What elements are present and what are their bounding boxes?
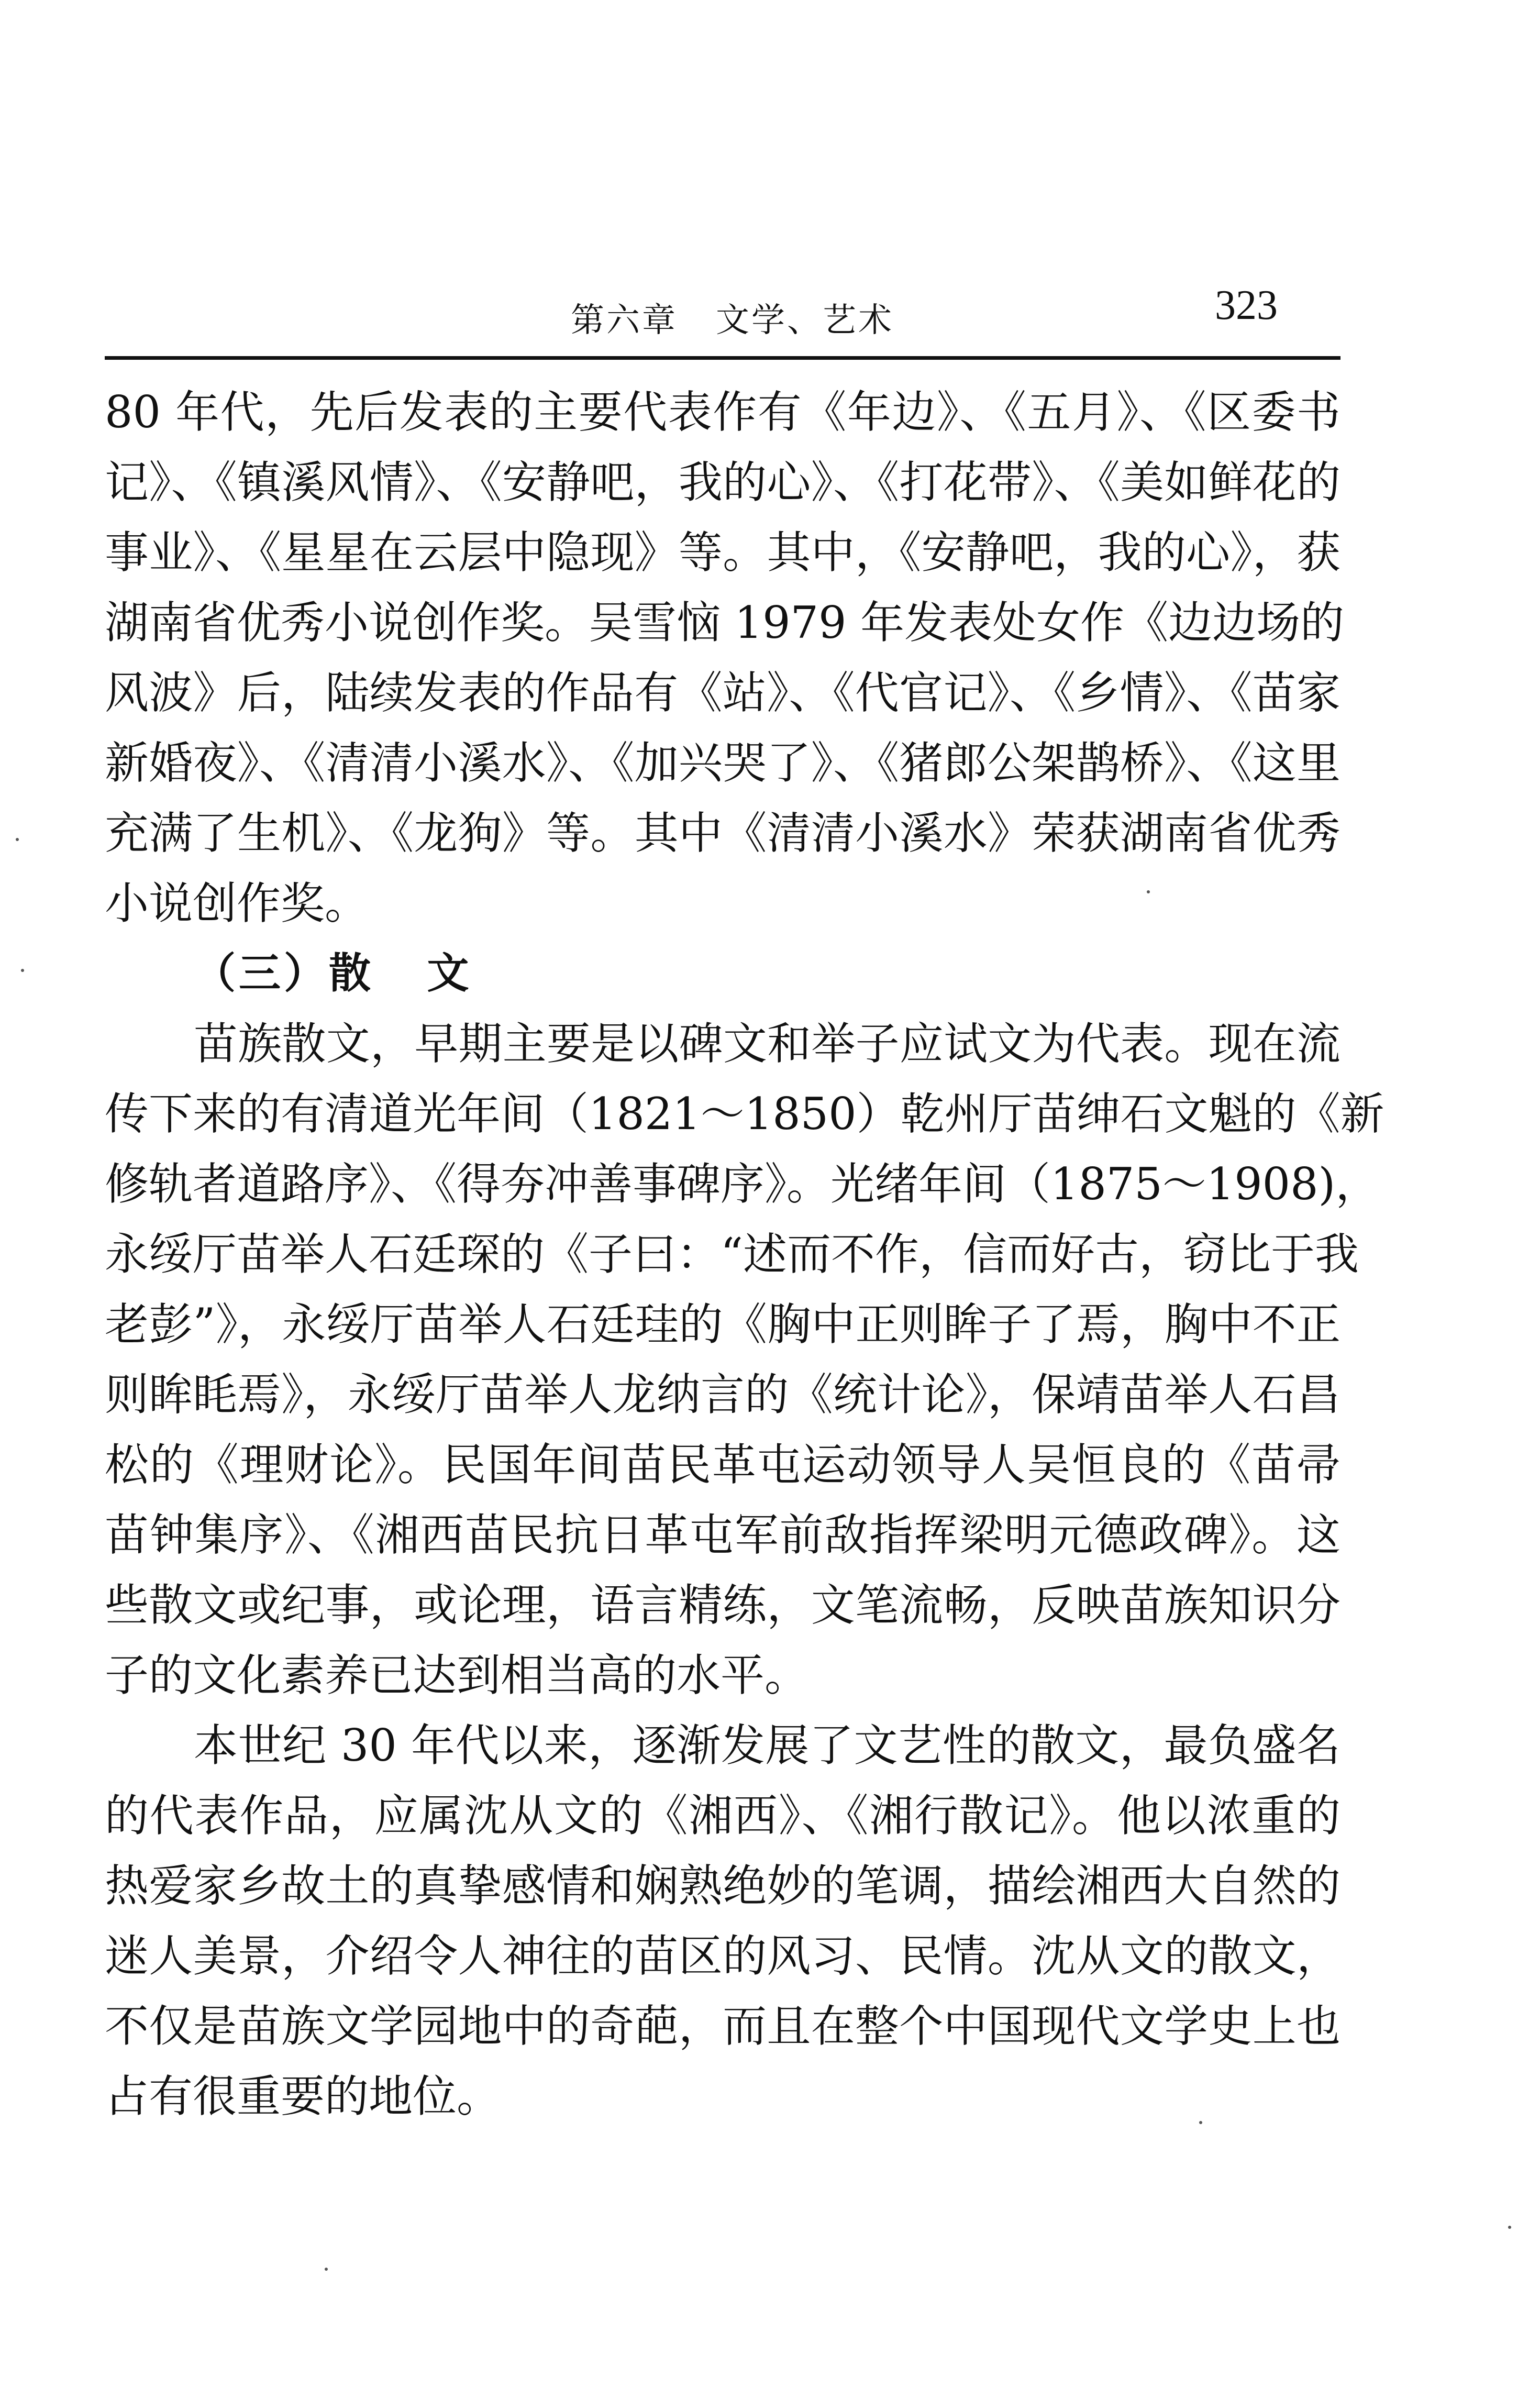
text-line: 苗钟集序》、《湘西苗民抗日革屯军前敌指挥梁明元德政碑》。这	[105, 1509, 1340, 1561]
body-text	[105, 377, 1384, 2131]
text-line: 新婚夜》、《清清小溪水》、《加兴哭了》、《猪郎公架鹊桥》、《这里	[105, 737, 1340, 789]
text-line: 充满了生机》、《龙狗》等。其中《清清小溪水》荣获湖南省优秀	[105, 808, 1340, 859]
text-line: 记》、《镇溪风情》、《安静吧，我的心》、《打花带》、《美如鲜花的	[105, 457, 1340, 508]
scan-speck	[1508, 2226, 1511, 2229]
running-header	[105, 272, 1340, 360]
text-line: 永绥厅苗举人石廷琛的《子曰：“述而不作，信而好古，窃比于我	[105, 1229, 1359, 1280]
text-line: 湖南省优秀小说创作奖。吴雪恼 1979 年发表处女作《边边场的	[105, 597, 1345, 648]
text-line: 占有很重要的地位。	[105, 2071, 501, 2122]
text-line: 迷人美景，介绍令人神往的苗区的风习、民情。沈从文的散文，	[105, 1930, 1340, 1982]
paragraph-1	[105, 377, 1345, 938]
page-number: 323	[1215, 282, 1278, 328]
text-line: 本世纪 30 年代以来，逐渐发展了文艺性的散文，最负盛名	[194, 1720, 1340, 1771]
text-line: 传下来的有清道光年间（1821～1850）乾州厅苗绅石文魁的《新	[105, 1088, 1384, 1140]
text-line: 松的《理财论》。民国年间苗民革屯运动领导人吴恒良的《苗帚	[105, 1439, 1340, 1490]
scan-speck	[1199, 2121, 1202, 2124]
text-line: 些散文或纪事，或论理，语言精练，文笔流畅，反映苗族知识分	[105, 1579, 1340, 1631]
paragraph-3	[105, 1710, 1340, 2131]
text-line: 风波》后，陆续发表的作品有《站》、《代官记》、《乡情》、《苗家	[105, 667, 1340, 719]
scan-speck	[325, 2268, 328, 2271]
chapter-title: 第六章 文学、艺术	[571, 301, 894, 340]
scan-speck	[21, 969, 24, 972]
text-line: 的代表作品，应属沈从文的《湘西》、《湘行散记》。他以浓重的	[105, 1790, 1340, 1841]
text-line: 热爱家乡故土的真挚感情和娴熟绝妙的笔调，描绘湘西大自然的	[105, 1860, 1340, 1911]
text-line: 老彭”》，永绥厅苗举人石廷珪的《胸中正则眸子了焉，胸中不正	[105, 1299, 1340, 1350]
text-line: 子的文化素养已达到相当高的水平。	[105, 1650, 809, 1701]
text-line: 事业》、《星星在云层中隐现》等。其中，《安静吧，我的心》，获	[105, 527, 1340, 578]
scan-speck	[16, 838, 19, 841]
text-line: 修轨者道路序》、《得夯冲善事碑序》。光绪年间（1875～1908)，	[105, 1158, 1380, 1210]
scan-speck	[1147, 890, 1150, 893]
text-line: 则眸眊焉》，永绥厅苗举人龙纳言的《统计论》，保靖苗举人石昌	[105, 1369, 1340, 1420]
text-line: 80 年代，先后发表的主要代表作有《年边》、《五月》、《区委书	[105, 386, 1340, 438]
text-line: 小说创作奖。	[105, 878, 369, 929]
paragraph-2	[105, 1009, 1384, 1710]
section-heading: （三）散 文	[194, 949, 472, 998]
text-line: 不仅是苗族文学园地中的奇葩，而且在整个中国现代文学史上也	[105, 2001, 1340, 2052]
text-line: 苗族散文，早期主要是以碑文和举子应试文为代表。现在流	[194, 1018, 1340, 1069]
